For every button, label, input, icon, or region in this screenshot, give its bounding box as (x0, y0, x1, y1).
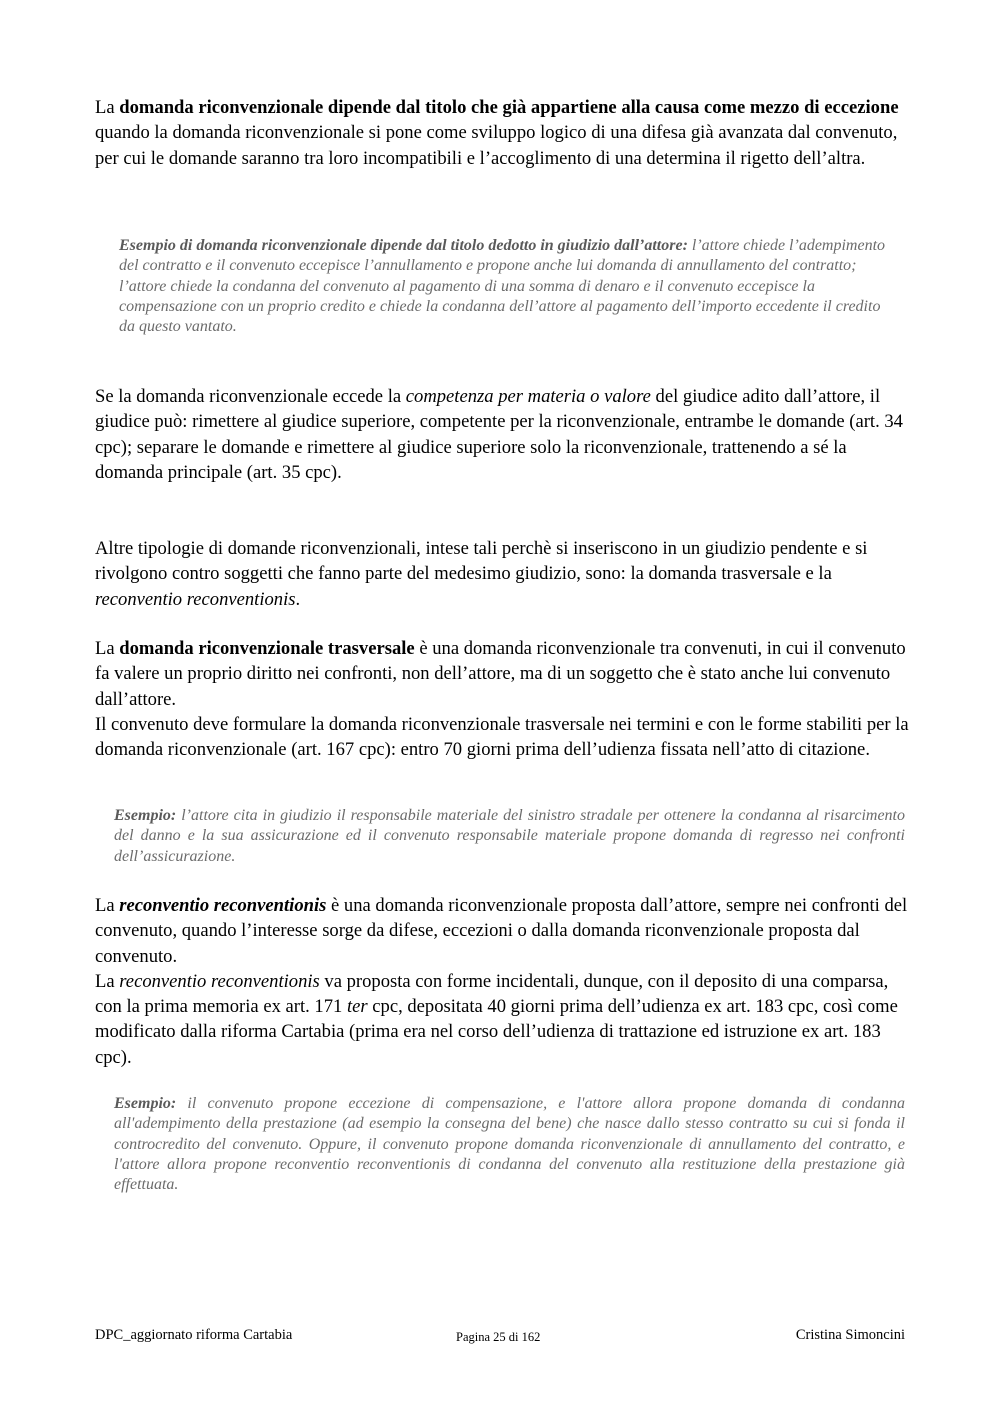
paragraph-trasversale: La domanda riconvenzionale trasversale è una domanda riconvenzionale tra convenuti, in cui il convenuto fa valere un proprio diritto nei confronti, non dell’attore, ma di un soggetto che è stato anche lui convenuto dall’attore. Il convenuto deve formulare la domanda riconvenzionale trasversale nei termini e con le forme stabiliti per la domanda riconvenzionale (art. 167 cpc): entro 70 giorni prima dell’udienza fissata nell’atto di citazione. (95, 638, 909, 761)
bold-term: domanda riconvenzionale trasversale (119, 638, 415, 659)
italic-term: competenza per materia o valore (405, 386, 651, 407)
paragraph-altre-tipologie: Altre tipologie di domande riconvenzionali, intese tali perchè si inseriscono in un giudizio pendente e si rivolgono contro soggetti che fanno parte del medesimo giudizio, sono: la domanda trasversale e la reconventio reconventionis. (95, 538, 868, 610)
paragraph-competenza: Se la domanda riconvenzionale eccede la competenza per materia o valore del giudice adito dall’attore, il giudice può: rimettere al giudice superiore, competente per la riconvenzionale, entrambe le domande (art. 34 cpc); separare le domande e rimettere al giudice superiore solo la riconvenzionale, trattenendo a sé la domanda principale (art. 35 cpc). (95, 386, 903, 483)
paragraph-domanda-titolo: La domanda riconvenzionale dipende dal titolo che già appartiene alla causa come mezzo di eccezione quando la domanda riconvenzionale si pone come sviluppo logico di una difesa già avanzata dal convenuto, per cui le domande saranno tra loro incompatibili e l’accoglimento di una determina il rigetto dell’altra. (95, 97, 899, 169)
example-label: Esempio di domanda riconvenzionale dipende dal titolo dedotto in giudizio dall’attore: (119, 237, 688, 254)
footer-document-title: DPC_aggiornato riforma Cartabia (95, 1327, 293, 1343)
footer-page-number: Pagina 25 di 162 (456, 1330, 541, 1344)
example-label: Esempio: (114, 807, 177, 824)
footer-author: Cristina Simoncini (795, 1327, 905, 1343)
example-block-3: Esempio: il convenuto propone eccezione di compensazione, e l'attore allora propone domanda di condanna all'adempimento della prestazione (ad esempio la consegna del bene) che nasce dallo stesso contratto su cui si fonda il controcredito del convenuto. Oppure, il convenuto propone domanda riconvenzionale di annullamento del contratto, e l'attore allora propone reconventio reconventionis di condanna del convenuto alla restituzione della prestazione già effettuata. (114, 1095, 905, 1194)
example-label: Esempio: (114, 1095, 177, 1112)
italic-term: reconventio reconventionis (119, 970, 320, 992)
italic-term: reconventio reconventionis (95, 588, 296, 610)
bold-term: domanda riconvenzionale dipende dal titolo che già appartiene alla causa come mezzo di eccezione (119, 97, 899, 118)
paragraph-reconventio: La reconventio reconventionis è una domanda riconvenzionale proposta dall’attore, sempre nei confronti del convenuto, quando l’interesse sorge da difese, eccezioni o dalla domanda riconvenzionale proposta dal convenuto. La reconventio reconventionis va proposta con forme incidentali, dunque, con il deposito di una comparsa, con la prima memoria ex art. 171 ter cpc, depositata 40 giorni prima dell’udienza ex art. 183 cpc, così come modificato dalla riforma Cartabia (prima era nel corso dell’udienza di trattazione ed istruzione ex art. 183 cpc). (95, 895, 908, 1068)
example-block-1: Esempio di domanda riconvenzionale dipende dal titolo dedotto in giudizio dall’attore: l’attore chiede l’adempimento del contratto e il convenuto eccepisce l’annullamento e propone anche lui domanda di annullamento del contratto; l’attore chiede la condanna del convenuto al pagamento di una somma di denaro e il convenuto eccepisce la compensazione con un proprio credito e chiede la condanna dell’attore al pagamento dell’importo eccedente il credito da questo vantato. (119, 237, 886, 336)
example-block-2: Esempio: l’attore cita in giudizio il responsabile materiale del sinistro stradale per ottenere la condanna al risarcimento del danno e la sua assicurazione ed il convenuto responsabile materiale propone domanda di regresso nei confronti dell’assicurazione. (114, 807, 905, 865)
italic-term: ter (346, 996, 368, 1018)
bold-italic-term: reconventio reconventionis (119, 895, 327, 916)
